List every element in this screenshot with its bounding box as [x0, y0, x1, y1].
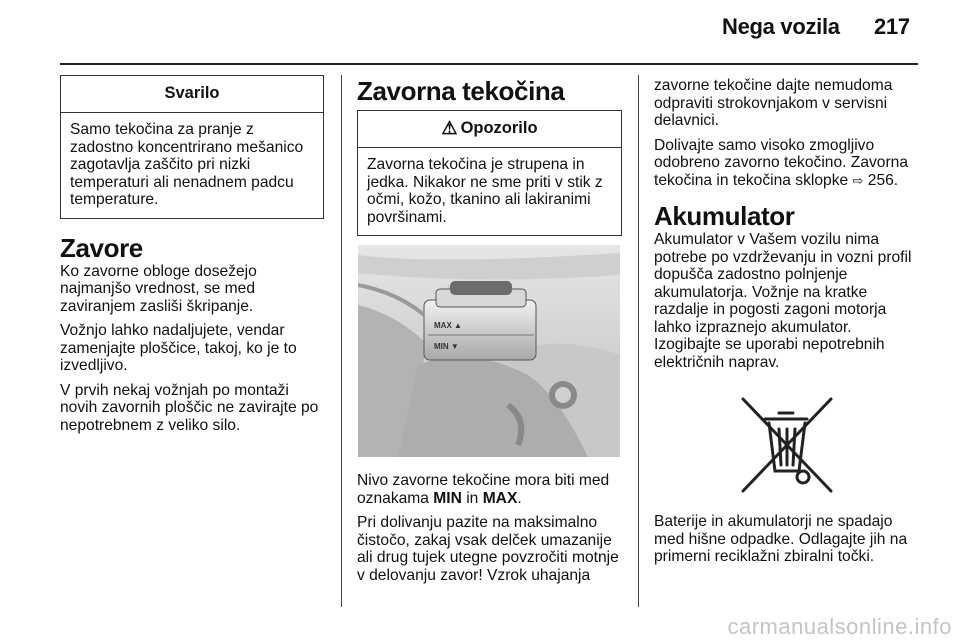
warning-box-header [358, 111, 621, 148]
notice-box-title: Svarilo [61, 76, 323, 113]
notice-box-body: Samo tekočina za pranje z zadostno koncentrirano mešanico zagotavlja zaščito pri nizki temperaturi ali nenadnem padcu temperature. [70, 121, 304, 208]
approved-fluid-text: Dolivajte samo visoko zmogljivo odobreno zavorno tekočino. Zavorna tekočina in tekočina sklopke [654, 136, 908, 189]
max-mark-label: MAX ▲ [434, 321, 462, 330]
disposal-paragraph: Baterije in akumulatorji ne spadajo med hišne odpadke. Odlagajte jih na primerni reciklažni zbiralni točki. [654, 513, 908, 565]
brakes-paragraph-2: Vožnjo lahko nadaljujete, vendar zamenjajte ploščice, takoj, ko je to izvedljivo. [60, 322, 297, 374]
fluid-level-between: in [461, 489, 483, 507]
right-column [654, 77, 922, 378]
warning-box-title: Opozorilo [460, 119, 538, 138]
max-mark-text: MAX [482, 489, 518, 507]
brakes-paragraph-1: Ko zavorne obloge dosežejo najmanjšo vrednost, se med zaviranjem zasliši škripanje. [60, 262, 257, 315]
section-title-brakes: Zavore [60, 232, 143, 263]
refill-paragraph: Pri dolivanju pazite na maksimalno čistočo, zakaj vsak delček umazanije ali drug tujek utegne povzročiti motnje v delovanju zavor! Vzrok uhajanja [357, 514, 619, 584]
approved-fluid-end: . [893, 171, 899, 189]
right-column-lower [654, 513, 922, 573]
warning-triangle-icon: ⚠ [441, 118, 458, 139]
min-mark-label: MIN ▼ [434, 342, 459, 351]
section-title-battery: Akumulator [654, 201, 795, 231]
notice-box [60, 75, 324, 219]
page-reference-icon: ⇨ [852, 172, 864, 188]
approved-fluid-paragraph [654, 137, 922, 190]
reference-page-link[interactable]: 256 [867, 171, 894, 189]
warning-box [357, 110, 622, 236]
column-divider-2 [638, 75, 639, 607]
continued-paragraph: zavorne tekočine dajte nemudoma odpraviti strokovnjakom v servisni delavnici. [654, 77, 893, 129]
fluid-level-text: Nivo zavorne tekočine mora biti med oznakama [357, 472, 610, 507]
page-number: 217 [874, 14, 910, 39]
battery-paragraph: Akumulator v Vašem vozilu nima potrebe po vzdrževanju in vozni profil dopušča zadostno polnjenje akumulatorja. Vožnje na kratke razdalje in pogosti zagoni motorja lahko izpraznejo akumulator. Izogibajte se uporabi nepotrebnih električnih naprav. [654, 231, 912, 371]
fluid-level-end: . [517, 489, 522, 507]
left-column [60, 75, 324, 441]
fluid-level-paragraph [357, 472, 622, 507]
brake-fluid-reservoir-photo [358, 245, 620, 457]
middle-column [357, 76, 622, 236]
middle-column-lower [357, 472, 622, 591]
section-title-brake-fluid: Zavorna tekočina [357, 76, 565, 106]
column-divider-1 [341, 75, 342, 607]
min-mark-text: MIN [433, 489, 462, 507]
header-rule [60, 63, 918, 65]
watermark: carmanualsonline.info [727, 614, 952, 639]
brakes-paragraph-3: V prvih nekaj vožnjah po montaži novih zavornih ploščic ne zavirajte po nepotrebnem z veliko silo. [60, 381, 319, 434]
crossed-out-bin-icon [735, 393, 839, 497]
page-header-title: Nega vozila [722, 14, 840, 39]
warning-box-body: Zavorna tekočina je strupena in jedka. Nikakor ne sme priti v stik z očmi, kožo, tkanino ali lakiranimi površinami. [367, 156, 603, 226]
